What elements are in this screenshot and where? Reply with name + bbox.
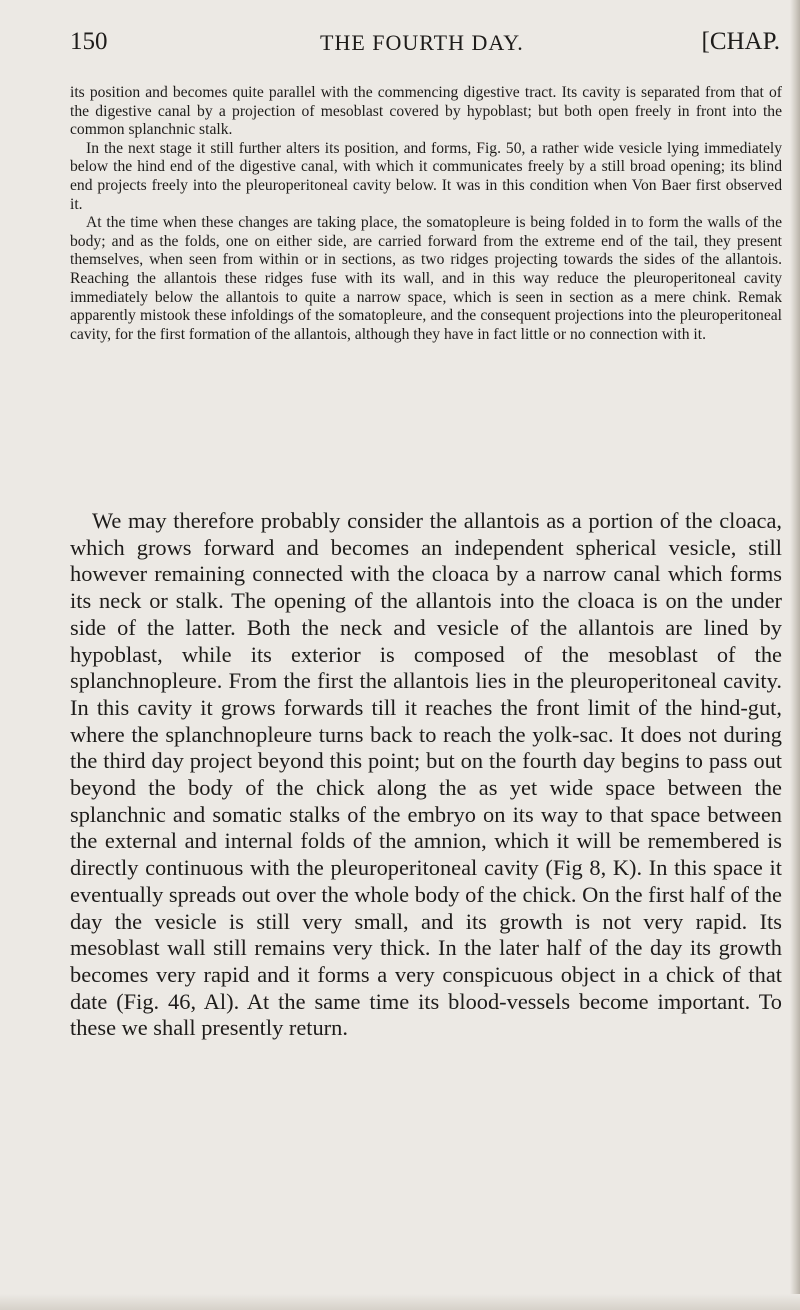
small-paragraph-1: its position and becomes quite parallel with the commencing digestive tract. Its cavity is separated from that of the digestive canal by a projection of mesoblast covered by hypoblast; but both open freely in front into the common splanchnic stalk. — [70, 84, 782, 139]
running-head: THE FOURTH DAY. — [320, 30, 524, 55]
main-text-section — [70, 508, 782, 1042]
page-number: 150 — [70, 28, 108, 55]
page-bottom-edge — [0, 1294, 800, 1310]
main-paragraph: We may therefore probably consider the allantois as a portion of the cloaca, which grows forward and becomes an independent spherical vesicle, still however remaining connected with the cloaca by a narrow canal which forms its neck or stalk. The opening of the allantois into the cloaca is on the under side of the latter. Both the neck and vesicle of the allantois are lined by hypoblast, while its exterior is composed of the mesoblast of the splanchnopleure. From the first the allantois lies in the pleuroperitoneal cavity. In this cavity it grows forwards till it reaches the front limit of the hind-gut, where the splanchnopleure turns back to reach the yolk-sac. It does not during the third day project beyond this point; but on the fourth day begins to pass out beyond the body of the chick along the as yet wide space between the splanchnic and somatic stalks of the embryo on its way to that space between the external and internal folds of the amnion, which it will be remembered is directly continuous with the pleuroperitoneal cavity (Fig 8, K). In this space it eventually spreads out over the whole body of the chick. On the first half of the day the vesicle is still very small, and its growth is not very rapid. Its mesoblast wall still remains very thick. In the later half of the day its growth becomes very rapid and it forms a very conspicuous object in a chick of that date (Fig. 46, Al). At the same time its blood-vessels become important. To these we shall presently return. — [70, 508, 782, 1041]
chapter-reference: [CHAP. — [701, 28, 780, 55]
small-print-section — [70, 84, 782, 344]
small-paragraph-3: At the time when these changes are taking place, the somatopleure is being folded in to form the walls of the body; and as the folds, one on either side, are carried forward from the extreme end of the tail, they present themselves, when seen from within or in sections, as two ridges projecting towards the sides of the allantois. Reaching the allantois these ridges fuse with its wall, and in this way reduce the pleuroperitoneal cavity immediately below the allantois to quite a narrow space, which is seen in section as a mere chink. Remak apparently mistook these infoldings of the somatopleure, and the consequent projections into the pleuroperitoneal cavity, for the first formation of the allantois, although they have in fact little or no connection with it. — [70, 214, 782, 343]
page-header — [70, 28, 786, 60]
small-paragraph-2: In the next stage it still further alters its position, and forms, Fig. 50, a rather wide vesicle lying immediately below the hind end of the digestive canal, with which it communicates freely by a still broad opening; its blind end projects freely into the pleuroperitoneal cavity below. It was in this condition when Von Baer first observed it. — [70, 139, 782, 213]
page-right-edge — [790, 0, 800, 1310]
